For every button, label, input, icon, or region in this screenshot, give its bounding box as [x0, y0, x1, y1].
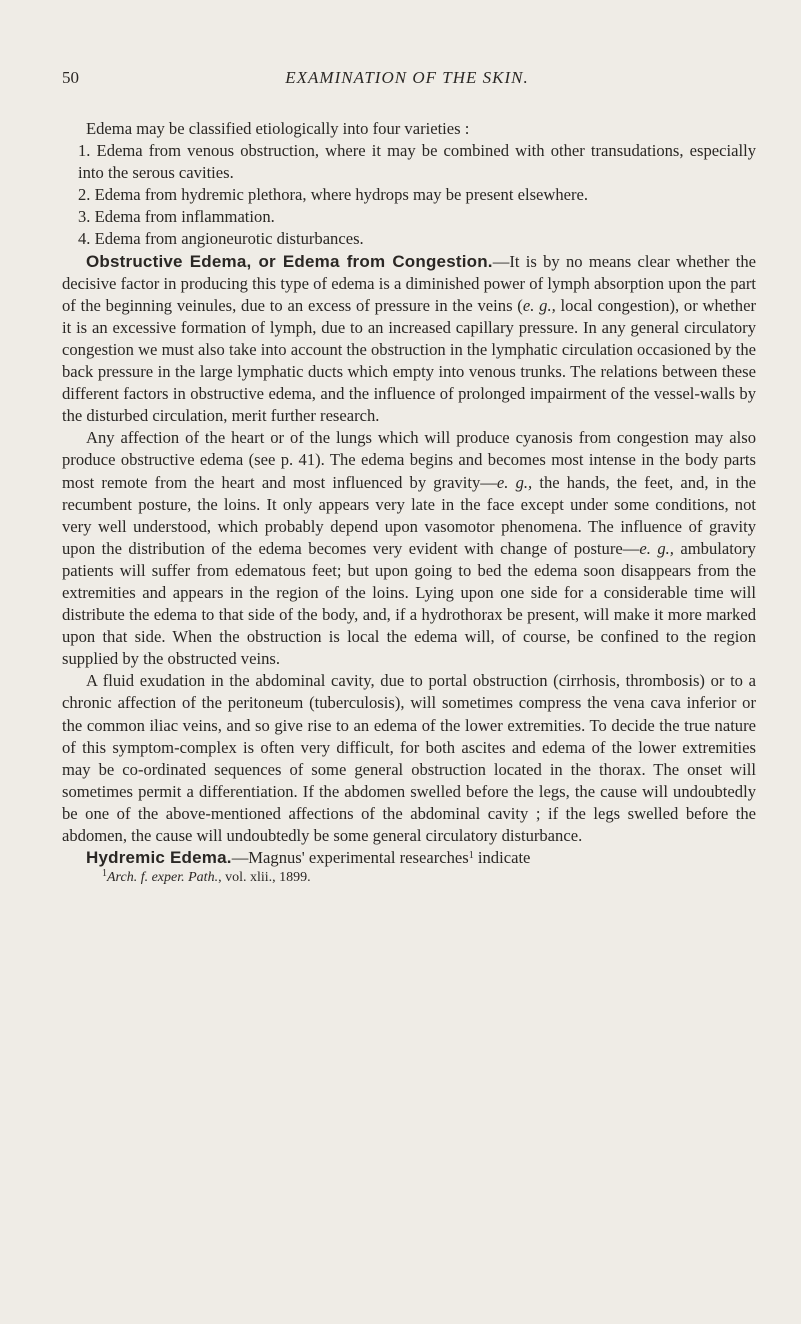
intro-paragraph: Edema may be classified etiologically into four varieties : — [86, 119, 470, 138]
variety-item-3: 3. Edema from inflammation. — [78, 207, 275, 227]
gravity-paragraph — [62, 427, 756, 670]
footnote-details: , vol. xlii., 1899. — [218, 870, 311, 886]
page-number: 50 — [62, 68, 79, 87]
footnote-journal: Arch. f. exper. Path. — [107, 870, 219, 886]
section-heading-obstructive-edema: Obstructive Edema, or Edema from Congestion. — [86, 251, 493, 271]
page-body — [62, 118, 756, 887]
variety-item-1: 1. Edema from venous obstruction, where it may be combined with other transudations, especially into the serous cavities. — [78, 141, 756, 183]
paragraph-text: ambulatory patients will suffer from edematous feet; but upon going to bed the edema soon disappears from the extremities and appears in the region of the loins. Lying upon one side for a considerable time will distribute the edema to that side of the body, and, if a hydrothorax be present, will make it more marked upon that side. When the obstruction is local the edema will, of course, be confined to the region supplied by the obstructed veins. — [62, 538, 756, 669]
paragraph-text: indicate — [473, 848, 531, 868]
obstructive-edema-paragraph — [62, 251, 756, 428]
paragraph-text: Any affection of the heart or of the lungs which will produce cyanosis from congestion may also produce obstructive edema (see p. 41). The edema begins and becomes most intense in the body parts most remote from the heart and most influenced by gravity— — [62, 428, 756, 492]
abbreviation-eg: e. g., — [639, 538, 674, 558]
page-header — [62, 68, 752, 92]
paragraph-text: —Magnus' experimental researches — [231, 848, 469, 868]
footnote-mark: 1 — [102, 868, 107, 880]
hydremic-edema-paragraph — [62, 847, 756, 869]
section-heading-hydremic-edema: Hydremic Edema. — [86, 848, 232, 868]
variety-item-4: 4. Edema from angioneurotic disturbances. — [78, 229, 364, 249]
abbreviation-eg: e. g., — [522, 295, 556, 315]
footnote — [62, 869, 756, 887]
variety-item-2: 2. Edema from hydremic plethora, where hydrops may be present elsewhere. — [78, 185, 589, 205]
paragraph-text: local congestion), or whether it is an excessive formation of lymph, due to an increased capillary pressure. In any general circulatory congestion we must also take into account the obstruction in the lymphatic circulation occasioned by the back pressure in the large lymphatic ducts which empty into venous trunks. The relations between these different factors in obstructive edema, and the influence of prolonged impairment of the vessel-walls by the disturbed circulation, merit further research. — [62, 295, 756, 426]
footnote-reference: 1 — [468, 850, 474, 862]
running-title: EXAMINATION OF THE SKIN. — [285, 68, 529, 87]
abdominal-paragraph: A fluid exudation in the abdominal cavity, due to portal obstruction (cirrhosis, thrombosis) or to a chronic affection of the peritoneum (tuberculosis), will sometimes compress the vena cava inferior or the common iliac veins, and so give rise to an edema of the lower extremities. To decide the true nature of this symptom-complex is often very difficult, for both ascites and edema of the lower extremities may be co-ordinated sequences of some general obstruction located in the thorax. The onset will sometimes permit a differentiation. If the abdomen swelled before the legs, the cause will undoubtedly be one of the above-mentioned affections of the abdominal cavity ; if the legs swelled before the abdomen, the cause will undoubtedly be some general circulatory disturbance. — [62, 671, 756, 845]
paragraph-text: —It is by no means clear whether the decisive factor in producing this type of edema is a diminished power of lymph absorption upon the part of the beginning veinules, due to an excess of pressure in the veins ( — [62, 251, 756, 315]
abbreviation-eg: e. g., — [496, 472, 533, 492]
paragraph-text: the hands, the feet, and, in the recumbent posture, the loins. It only appears very late in the face except under some conditions, not very well understood, which probably depend upon vasomotor phenomena. The influence of gravity upon the distribution of the edema becomes very evident with change of posture— — [62, 472, 756, 558]
